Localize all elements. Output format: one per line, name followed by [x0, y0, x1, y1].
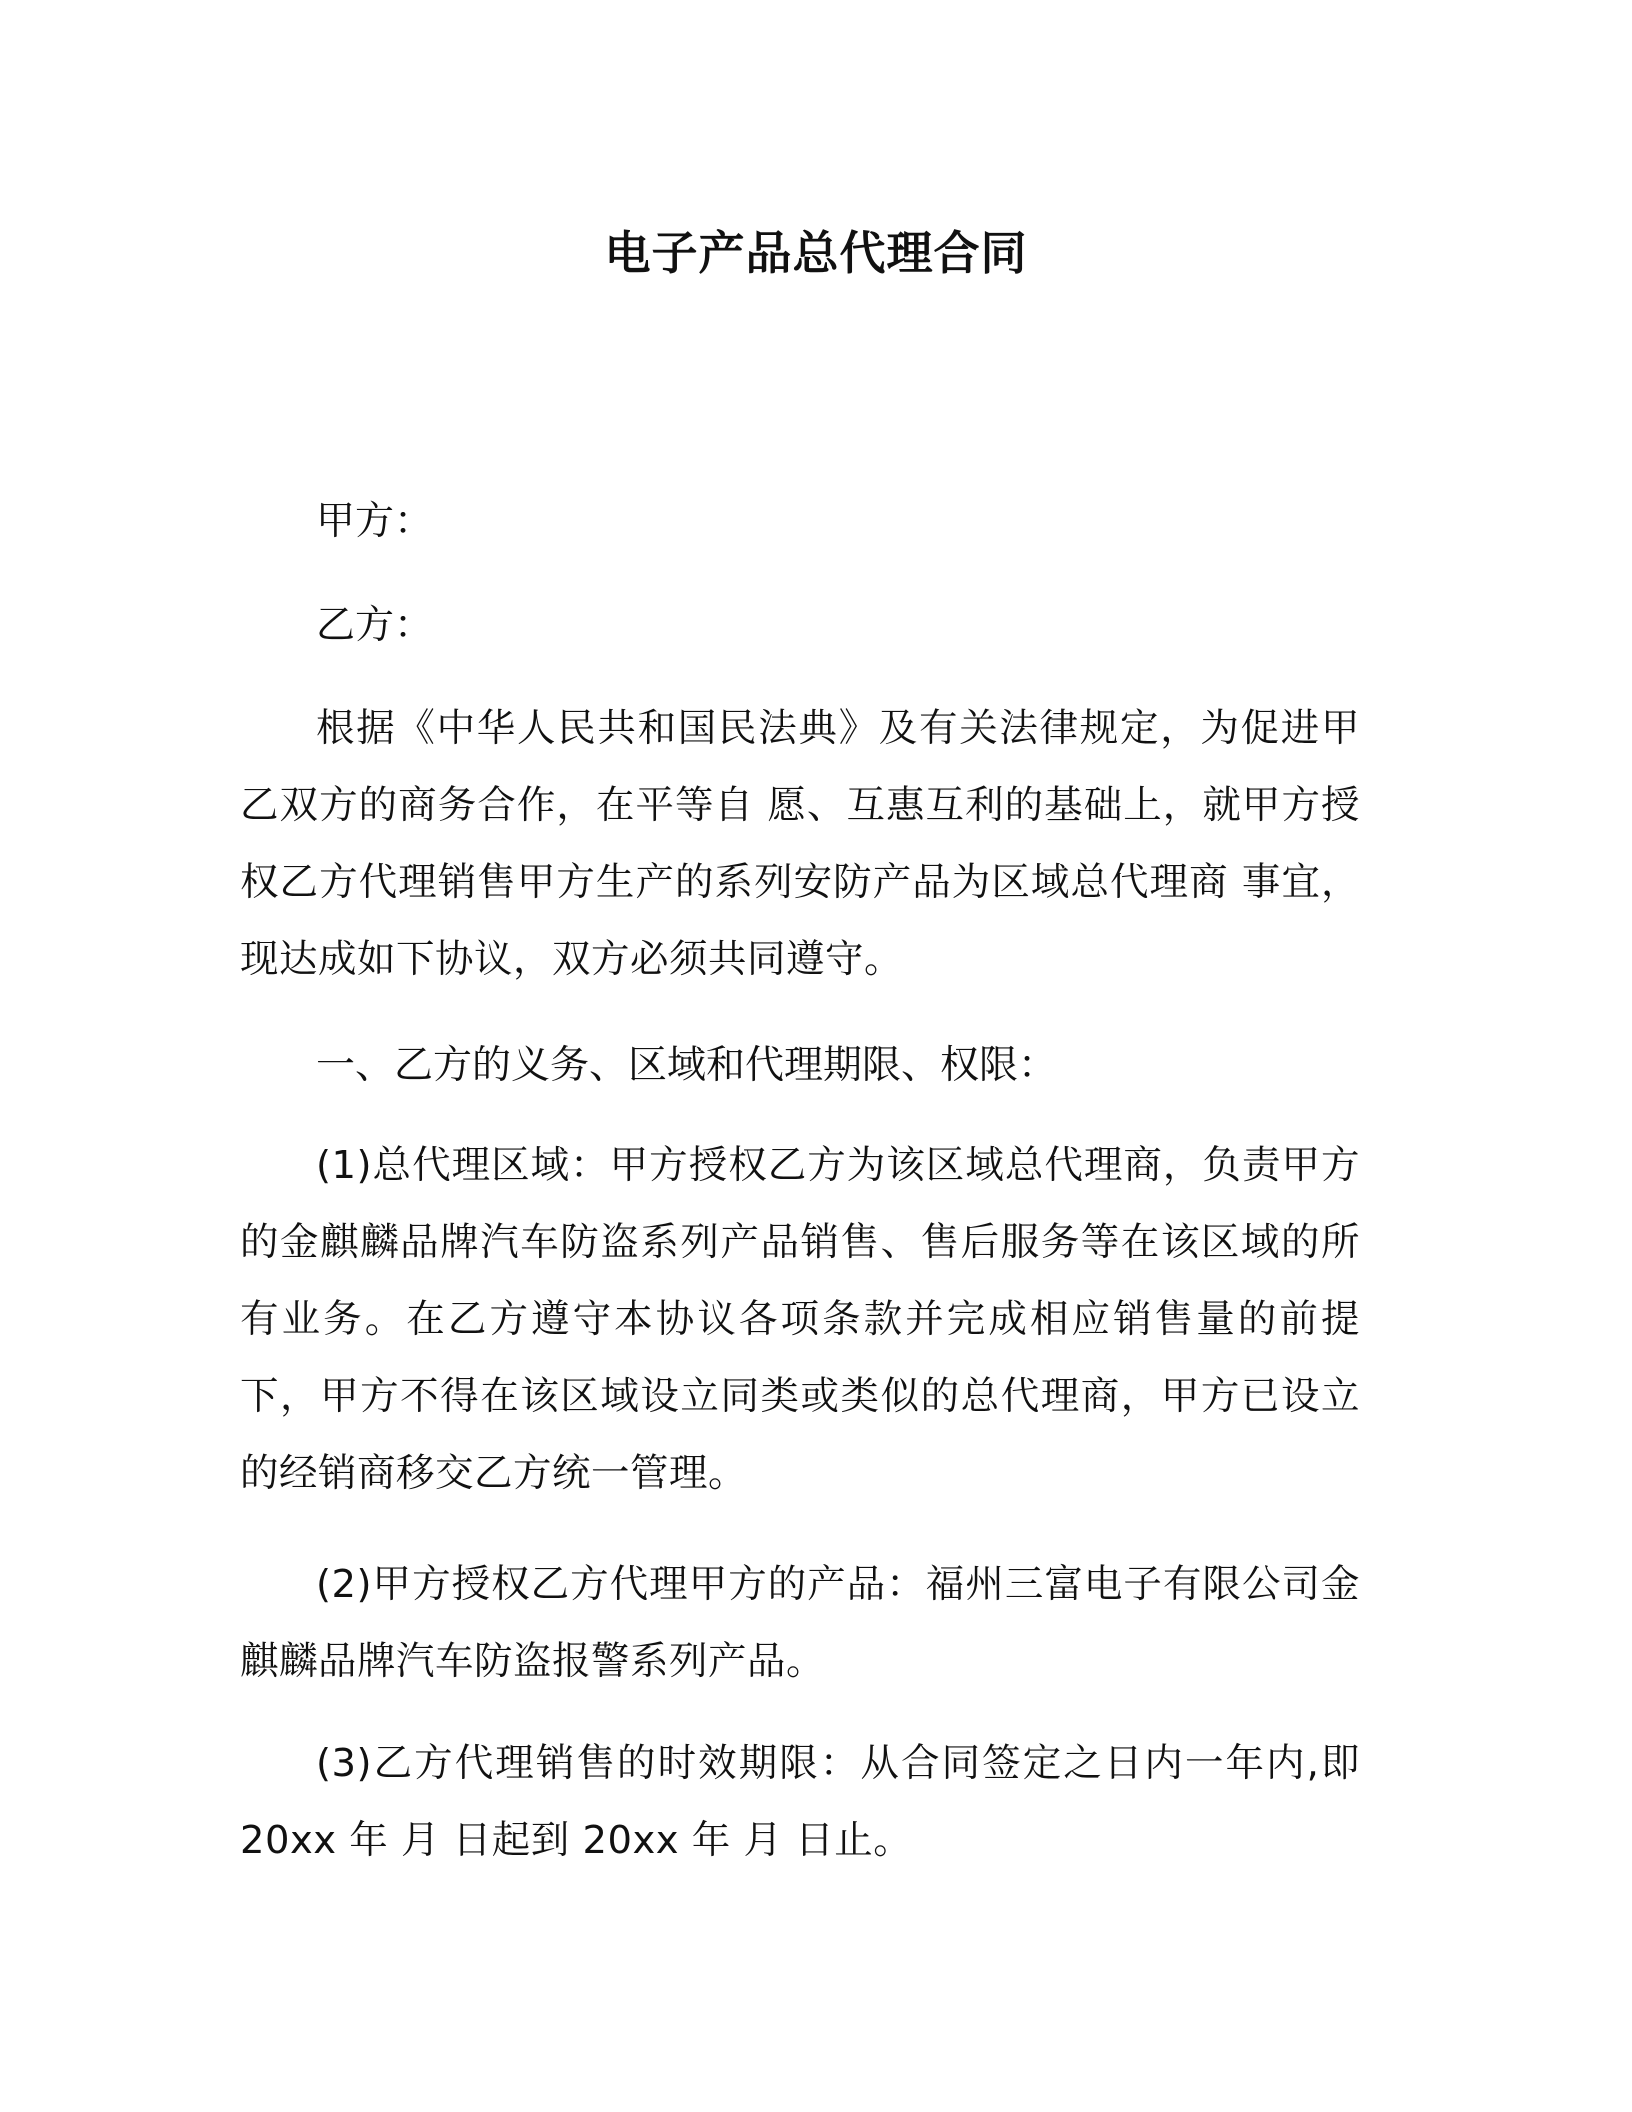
clause-2-paragraph: (2)甲方授权乙方代理甲方的产品：福州三富电子有限公司金麒麟品牌汽车防盗报警系列产品。: [240, 1562, 1360, 1684]
party-a-label: 甲方：: [316, 499, 434, 544]
clause-3-paragraph: (3)乙方代理销售的时效期限：从合同签定之日内一年内,即 20xx 年 月 日起到 20xx 年 月 日止。: [240, 1741, 1360, 1863]
section-1-heading: 一、乙方的义务、区域和代理期限、权限：: [316, 1043, 1058, 1088]
document-title: 电子产品总代理合同: [604, 226, 1028, 280]
clause-1-paragraph: (1)总代理区域：甲方授权乙方为该区域总代理商，负责甲方的金麒麟品牌汽车防盗系列产品销售、售后服务等在该区域的所有业务。在乙方遵守本协议各项条款并完成相应销售量的前提下，甲方不得在该区域设立同类或类似的总代理商，甲方已设立的经销商移交乙方统一管理。: [240, 1143, 1360, 1496]
preamble-paragraph: 根据《中华人民共和国民法典》及有关法律规定，为促进甲乙双方的商务合作，在平等自 愿、互惠互利的基础上，就甲方授权乙方代理销售甲方生产的系列安防产品为区域总代理商 事宜，现达成如下协议，双方必须共同遵守。: [240, 706, 1360, 982]
party-b-label: 乙方：: [316, 603, 434, 648]
